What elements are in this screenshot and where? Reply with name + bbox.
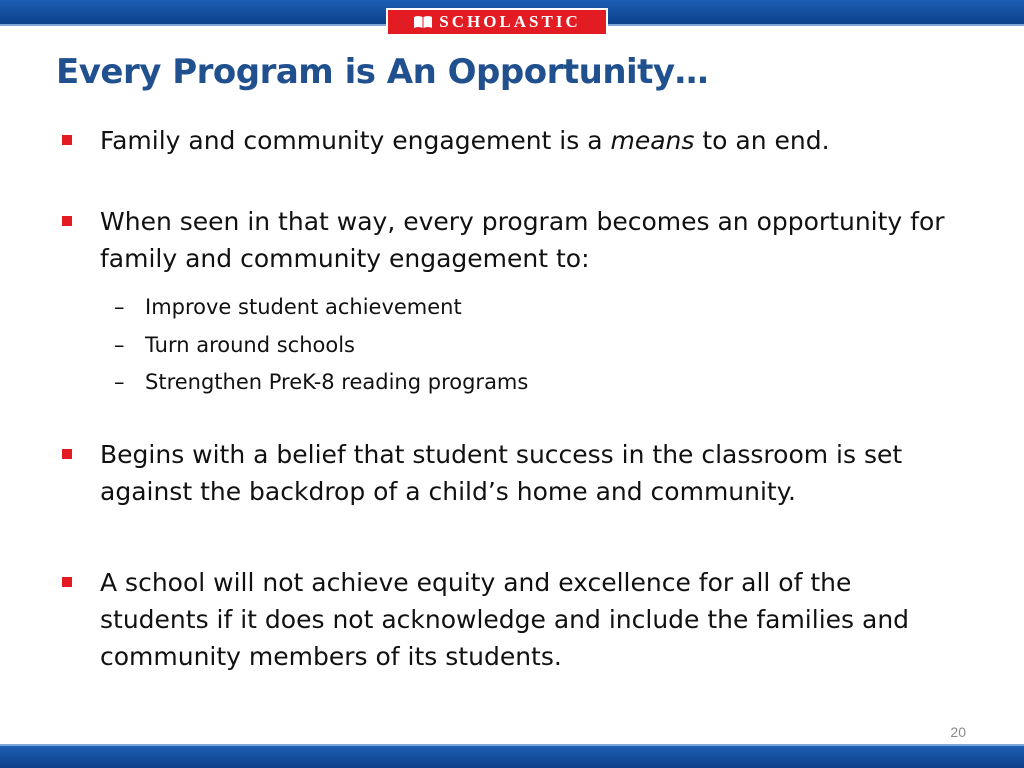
square-bullet-icon <box>62 135 72 145</box>
sub-item-text: Improve student achievement <box>145 295 462 319</box>
dash-bullet: – <box>114 333 125 357</box>
emphasis-text: means <box>610 126 695 155</box>
square-bullet-icon <box>62 216 72 226</box>
bottom-band <box>0 746 1024 768</box>
slide-title: Every Program is An Opportunity… <box>56 52 709 92</box>
bullet-text: Family and community engagement is a means to an end. <box>100 126 830 155</box>
square-bullet-icon <box>62 577 72 587</box>
square-bullet-icon <box>62 449 72 459</box>
scholastic-logo <box>386 8 608 36</box>
open-book-icon <box>413 15 433 29</box>
dash-bullet: – <box>114 370 125 394</box>
bullet-text: A school will not achieve equity and excellence for all of the students if it does not acknowledge and include the families and community members of its students. <box>100 568 910 671</box>
dash-bullet: – <box>114 295 125 319</box>
bullet-text: When seen in that way, every program becomes an opportunity for family and community engagement to: <box>100 207 945 273</box>
bullet-text: Begins with a belief that student success in the classroom is set against the backdrop of a child’s home and community. <box>100 440 903 506</box>
sub-item-text: Turn around schools <box>145 333 355 357</box>
page-number: 20 <box>950 724 966 740</box>
sub-item-text: Strengthen PreK-8 reading programs <box>145 370 529 394</box>
logo-text: SCHOLASTIC <box>439 12 581 31</box>
